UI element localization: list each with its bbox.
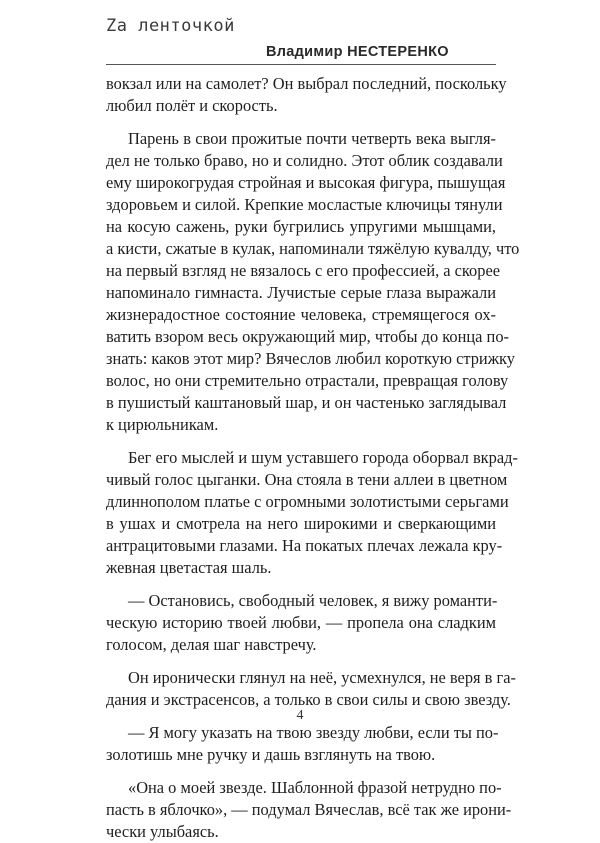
paragraph [106,667,516,711]
text-line: жизнерадостное состояние человека, стремящегося ох- [106,305,496,324]
paragraph [106,447,518,579]
text-line: Бег его мыслей и шум уставшего города оборвал вкрад- [128,448,518,467]
page-number: 4 [296,708,304,723]
text-line: здоровьем и силой. Крепкие мосластые ключицы тянули [106,195,503,214]
text-line: напоминало гимнаста. Лучистые серые глаза выражали [106,283,496,302]
text-line: в пушистый каштановый шар, и он частенько заглядывал [106,393,507,412]
text-line: голосом, делая шаг навстречу. [106,635,317,654]
text-line: знать: каков этот мир? Вячеслов любил короткую стрижку [106,349,515,368]
text-line: Парень в свои прожитые почти четверть века выгля- [128,129,496,148]
paragraph-gap [106,656,496,667]
paragraph-gap [106,766,496,777]
text-line: ватить взором весь окружающий мир, чтобы до конца по- [106,327,509,346]
text-line: в ушах и смотрела на него широкими и сверкающими [106,514,496,533]
paragraph [106,722,499,766]
text-line: чески улыбаясь. [106,822,219,841]
paragraph [106,73,507,117]
paragraph-gap [106,117,496,128]
text-line: золотишь мне ручку и дашь взглянуть на твою. [106,745,436,764]
text-line: «Она о моей звезде. Шаблонной фразой нетрудно по- [128,778,502,797]
text-line: на первый взгляд не вязалось с его профессией, а скорее [106,261,500,280]
text-line: дел не только браво, но и солидно. Этот облик создавали [106,151,503,170]
text-line: длиннополом платье с огромными золотистыми серьгами [106,492,509,511]
text-line: вокзал или на самолет? Он выбрал последний, поскольку [106,74,507,93]
running-header [106,14,496,66]
text-line: волос, но они стремительно отрастали, превращая голову [106,371,509,390]
header-rule [106,64,496,65]
text-line: ему широкогрудая стройная и высокая фигура, пышущая [106,173,506,192]
text-line: к цирюльникам. [106,415,219,434]
text-line: антрацитовыми глазами. На покатых плечах лежала кру- [106,536,503,555]
body-text [106,73,520,843]
author-name: Владимир НЕСТЕРЕНКО [266,44,449,60]
text-line: — Я могу указать на твою звезду любви, если ты по- [128,723,499,742]
text-line: Он иронически глянул на неё, усмехнулся, не веря в га- [128,668,516,687]
paragraph-gap [106,436,496,447]
text-line: на косую сажень, руки бугрились упругими мышцами, [106,217,496,236]
text-line: — Остановись, свободный человек, я вижу романти- [128,591,498,610]
text-line: дания и экстрасенсов, а только в свои силы и свою звезду. [106,690,511,709]
text-line: а кисти, сжатые в кулак, напоминали тяжёлую кувалду, что [106,239,520,258]
series-title: Zа ленточкой [106,16,235,36]
text-line: любил полёт и скорость. [106,96,278,115]
text-line: ческую историю твоей любви, — пропела она сладким [106,613,496,632]
text-line: пасть в яблочко», — подумал Вячеслав, всё так же ирони- [106,800,512,819]
paragraph [106,590,496,656]
paragraph [106,777,512,843]
paragraph-gap [106,579,496,590]
text-line: чивый голос цыганки. Она стояла в тени аллеи в цветном [106,470,508,489]
paragraph [106,128,520,436]
text-line: жевная цветастая шаль. [106,558,272,577]
